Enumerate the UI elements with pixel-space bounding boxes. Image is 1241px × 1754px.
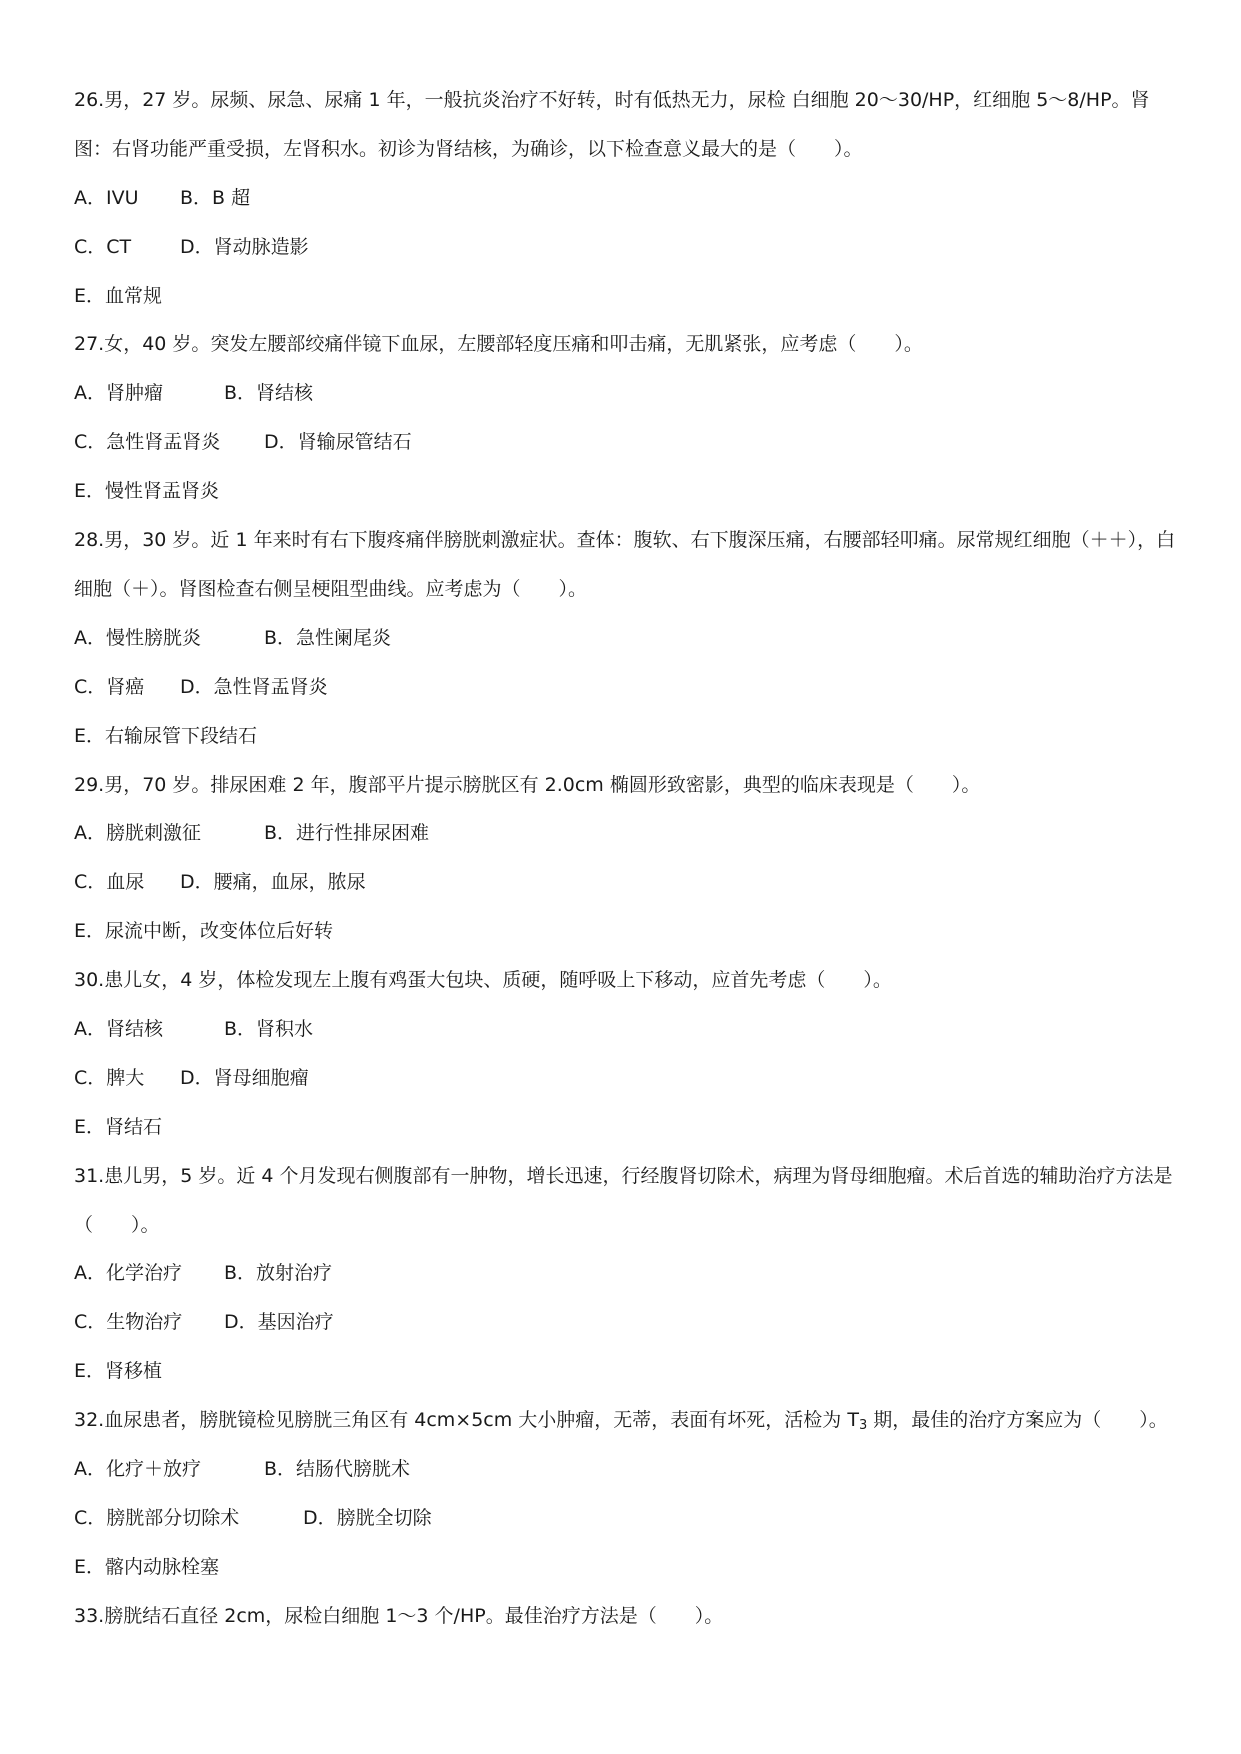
question-30-options-ab [74,1005,1184,1054]
question-29-options-cd [74,858,1184,907]
question-31-option-e: E．肾移植 [74,1360,163,1383]
question-32-stem-text: 32.血尿患者，膀胱镜检见膀胱三角区有 4cm×5cm 大小肿瘤，无蒂，表面有坏死，活检为 T [74,1409,859,1432]
question-31-option-b: B．放射治疗 [224,1262,333,1285]
question-30-options-cd [74,1054,1184,1103]
question-30-option-b: B．肾积水 [224,1017,314,1040]
question-30-option-a: A．肾结核 [74,1017,163,1040]
question-31-stem: 31.患儿男，5 岁。近 4 个月发现右侧腹部有一肿物，增长迅速，行经腹肾切除术，病理为肾母细胞瘤。术后首选的辅助治疗方法是（ ）。 [74,1164,1173,1236]
question-31-option-d: D．基因治疗 [224,1311,334,1334]
question-30-stem: 30.患儿女，4 岁，体检发现左上腹有鸡蛋大包块、质硬，随呼吸上下移动，应首先考虑（ ）。 [74,969,892,992]
question-27-option-d: D．肾输尿管结石 [264,431,412,454]
question-27-option-c: C．急性肾盂肾炎 [74,431,221,454]
question-32-option-d: D．膀胱全切除 [303,1506,432,1529]
question-28-option-b: B．急性阑尾炎 [264,626,392,649]
question-32-stem-subscript: 3 [858,1418,868,1434]
question-28-option-c: C．肾癌 [74,675,145,698]
question-29-option-d: D．腰痛，血尿，脓尿 [180,871,366,894]
question-27-stem: 27.女，40 岁。突发左腰部绞痛伴镜下血尿，左腰部轻度压痛和叩击痛，无肌紧张，应考虑（ ）。 [74,333,923,356]
question-28-option-a: A．慢性膀胱炎 [74,626,201,649]
question-26-option-b: B．B 超 [180,186,251,209]
question-31-option-c: C．生物治疗 [74,1311,183,1334]
question-29-option-b: B．进行性排尿困难 [264,822,430,845]
question-26-stem: 26.男，27 岁。尿频、尿急、尿痛 1 年，一般抗炎治疗不好转，时有低热无力，尿检 白细胞 20～30/HP，红细胞 5～8/HP。肾图：右肾功能严重受损，左肾积水。初诊为肾结核，为确诊，以下检查意义最大的是（ ）。 [74,89,1150,160]
question-30-option-e: E．肾结石 [74,1115,163,1138]
question-32-options-ab [74,1445,1184,1494]
question-29-option-c: C．血尿 [74,871,145,894]
question-31-option-a: A．化学治疗 [74,1262,182,1285]
question-31-options-ab [74,1249,1184,1298]
question-28-options-ab [74,614,1184,663]
question-32-option-e: E．髂内动脉栓塞 [74,1555,220,1578]
question-28-stem: 28.男，30 岁。近 1 年来时有右下腹疼痛伴膀胱刺激症状。查体：腹软、右下腹深压痛，右腰部轻叩痛。尿常规红细胞（＋＋），白细胞（＋）。肾图检查右侧呈梗阻型曲线。应考虑为（ ）。 [74,529,1176,600]
question-32-stem-text-end: 期，最佳的治疗方案应为（ ）。 [867,1409,1168,1432]
question-27-option-e: E．慢性肾盂肾炎 [74,480,220,503]
question-26-option-d: D．肾动脉造影 [180,235,309,258]
question-29-option-e: E．尿流中断，改变体位后好转 [74,920,334,943]
question-28-option-d: D．急性肾盂肾炎 [180,675,328,698]
question-27-options-ab [74,369,1184,418]
question-28-option-e: E．右输尿管下段结石 [74,724,258,747]
question-27-options-cd [74,418,1184,467]
question-26-option-a: A．IVU [74,186,139,209]
question-32-option-c: C．膀胱部分切除术 [74,1506,240,1529]
question-26-options-cd [74,223,1184,272]
question-32-option-a: A．化疗＋放疗 [74,1458,201,1481]
exam-page [74,76,1184,1641]
question-33-stem: 33.膀胱结石直径 2cm，尿检白细胞 1～3 个/HP。最佳治疗方法是（ ）。 [74,1604,724,1627]
question-32-stem [74,1396,1184,1445]
question-26-options-ab [74,174,1184,223]
question-26-option-e: E．血常规 [74,284,163,307]
question-29-stem: 29.男，70 岁。排尿困难 2 年，腹部平片提示膀胱区有 2.0cm 椭圆形致密影，典型的临床表现是（ ）。 [74,773,981,796]
question-30-option-c: C．脾大 [74,1066,145,1089]
question-29-options-ab [74,809,1184,858]
question-30-option-d: D．肾母细胞瘤 [180,1066,309,1089]
question-32-options-cd [74,1494,1184,1543]
question-26-option-c: C．CT [74,235,132,258]
question-27-option-a: A．肾肿瘤 [74,382,163,405]
question-31-options-cd [74,1298,1184,1347]
question-32-option-b: B．结肠代膀胱术 [264,1458,411,1481]
question-28-options-cd [74,663,1184,712]
question-27-option-b: B．肾结核 [224,382,314,405]
question-29-option-a: A．膀胱刺激征 [74,822,201,845]
